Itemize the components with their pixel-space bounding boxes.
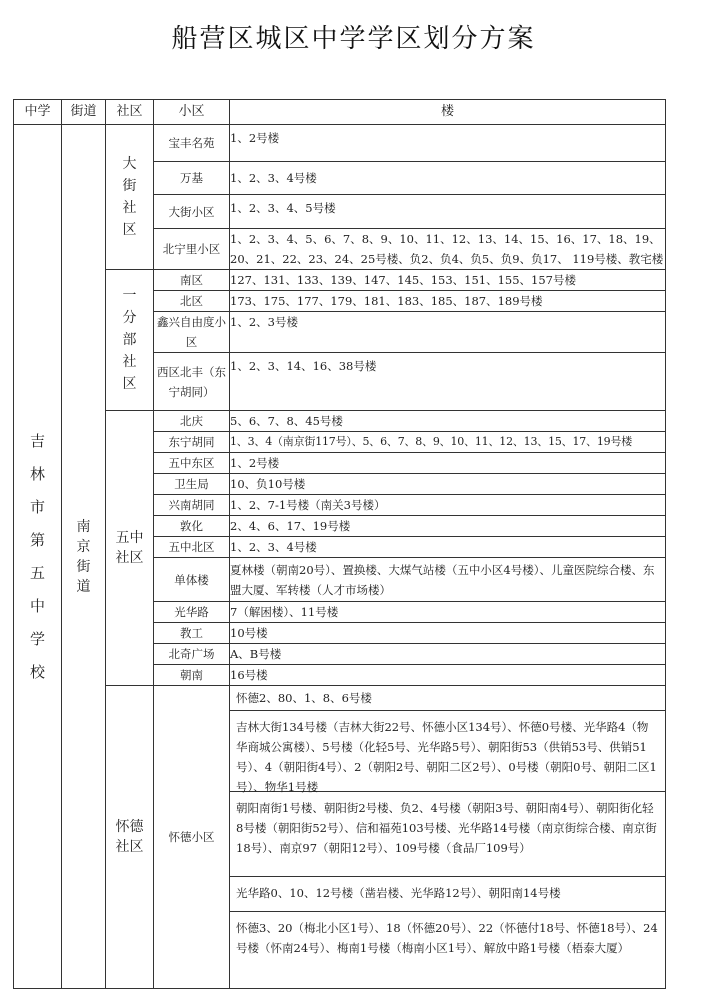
buildings-cell: 10、负10号楼 [230,474,666,495]
street-cell [62,125,106,989]
subdistrict-cell: 东宁胡同 [154,432,230,453]
district-table [13,99,666,989]
buildings-cell: 16号楼 [230,665,666,686]
subdistrict-cell: 五中北区 [154,537,230,558]
community-cell [106,686,154,989]
subdistrict-cell: 五中东区 [154,453,230,474]
school-name: 吉林市第五中学校 [29,431,45,681]
table-row [14,270,666,291]
community-name: 五中社区 [115,530,144,566]
buildings-cell: 5、6、7、8、45号楼 [230,411,666,432]
buildings-paragraph: 怀德3、20（梅北小区1号）、18（怀德20号）、22（怀德付18号、怀德18号）、24号楼（怀南24号）、梅南1号楼（梅南小区1号）、解放中路1号楼（梧泰大厦） [236,921,658,955]
buildings-cell: 127、131、133、139、147、145、153、151、155、157号楼 [230,270,666,291]
buildings-paragraph: 吉林大街134号楼（吉林大街22号、怀德小区134号）、怀德0号楼、光华路4（物华商城公寓楼）、5号楼（化轻5号、光华路5号）、朝阳街53（供销53号、供销51号）、4（朝阳街4号）、2（朝阳2号、朝阳二区2号）、0号楼（朝阳0号、朝阳二区1号）、物华1号楼 [230,711,665,792]
buildings-cell: 173、175、177、179、181、183、185、187、189号楼 [230,291,666,312]
buildings-cell [230,686,666,989]
buildings-cell: A、B号楼 [230,644,666,665]
buildings-cell: 夏林楼（朝南20号）、置换楼、大煤气站楼（五中小区4号楼）、儿童医院综合楼、东盟大厦、军转楼（人才市场楼） [230,558,666,602]
subdistrict-cell: 西区北丰（东宁胡同） [154,353,230,411]
header-community: 社区 [106,100,154,125]
subdistrict-cell: 卫生局 [154,474,230,495]
subdistrict-cell: 光华路 [154,602,230,623]
subdistrict-cell: 大街小区 [154,195,230,229]
table-header-row [14,100,666,125]
buildings-cell: 1、2、3、14、16、38号楼 [230,353,666,411]
buildings-cell: 1、2、3号楼 [230,312,666,353]
subdistrict-cell: 宝丰名苑 [154,125,230,162]
table-row [14,686,666,989]
header-school: 中学 [14,100,62,125]
community-cell [106,411,154,686]
buildings-paragraph: 光华路0、10、12号楼（凿岩楼、光华路12号）、朝阳南14号楼 [230,877,665,912]
subdistrict-cell: 鑫兴自由度小区 [154,312,230,353]
table-row [14,125,666,162]
community-name: 一分部社区 [122,288,137,392]
community-name: 怀德社区 [115,819,144,855]
subdistrict-cell: 兴南胡同 [154,495,230,516]
community-name: 大街社区 [122,156,137,238]
community-cell [106,270,154,411]
subdistrict-cell: 北庆 [154,411,230,432]
subdistrict-cell: 北宁里小区 [154,229,230,270]
buildings-paragraph: 怀德2、80、1、8、6号楼 [230,686,665,711]
buildings-cell: 1、2、7-1号楼（南关3号楼） [230,495,666,516]
subdistrict-cell: 北区 [154,291,230,312]
subdistrict-cell: 单体楼 [154,558,230,602]
subdistrict-cell: 南区 [154,270,230,291]
buildings-cell: 1、2、3、4号楼 [230,162,666,195]
buildings-cell: 2、4、6、17、19号楼 [230,516,666,537]
document-title: 船营区城区中学学区划分方案 [171,24,536,54]
community-cell [106,125,154,270]
street-name: 南京街道 [76,518,91,595]
buildings-cell: 1、2、3、4、5号楼 [230,195,666,229]
header-subdistrict: 小区 [154,100,230,125]
subdistrict-cell: 北奇广场 [154,644,230,665]
subdistrict-cell: 朝南 [154,665,230,686]
school-cell [14,125,62,989]
buildings-cell: 1、2号楼 [230,125,666,162]
subdistrict-cell: 怀德小区 [154,686,230,989]
subdistrict-cell: 敦化 [154,516,230,537]
buildings-paragraph: 朝阳南街1号楼、朝阳街2号楼、负2、4号楼（朝阳3号、朝阳南4号）、朝阳街化轻8号楼（朝阳街52号）、信和福苑103号楼、光华路14号楼（南京街综合楼、南京街18号）、南京97（朝阳12号）、109号楼（食品厂109号） [230,792,665,877]
buildings-cell: 1、2号楼 [230,453,666,474]
subdistrict-cell: 万基 [154,162,230,195]
buildings-cell: 1、2、3、4、5、6、7、8、9、10、11、12、13、14、15、16、17、18、19、20、21、22、23、24、25号楼、负2、负4、负5、负9、负17、 119号楼、教宅楼 [230,229,666,270]
header-street: 街道 [62,100,106,125]
table-row [14,411,666,432]
subdistrict-cell: 教工 [154,623,230,644]
buildings-cell: 1、3、4（南京街117号）、5、6、7、8、9、10、11、12、13、15、17、19号楼 [230,432,666,453]
header-buildings: 楼 [230,100,666,125]
buildings-cell: 7（解困楼）、11号楼 [230,602,666,623]
buildings-cell: 10号楼 [230,623,666,644]
buildings-cell: 1、2、3、4号楼 [230,537,666,558]
